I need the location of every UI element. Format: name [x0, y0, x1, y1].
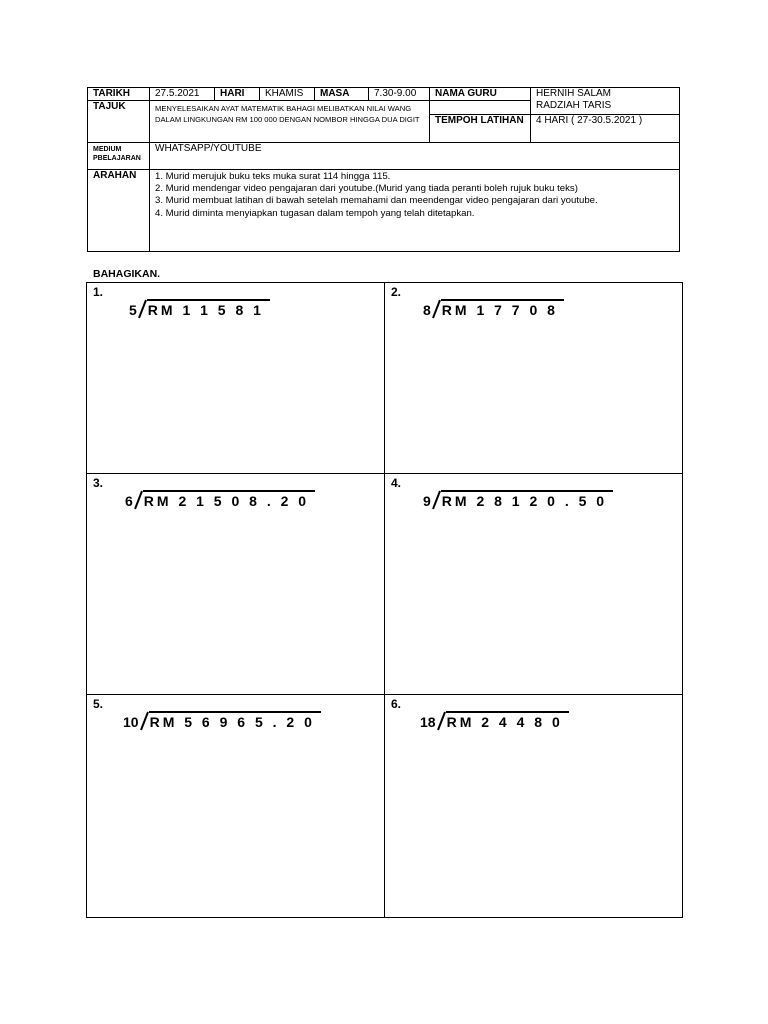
question-number: 4.	[391, 476, 402, 490]
dividend: RM 5 6 9 6 5 . 2 0	[149, 711, 321, 731]
hari-value: KHAMIS	[260, 88, 315, 101]
tajuk-label: TAJUK	[88, 101, 150, 143]
division-bracket-icon	[138, 299, 147, 319]
dividend: RM 2 8 1 2 0 . 5 0	[441, 490, 613, 510]
nama-guru-line-1: HERNIH SALAM	[536, 88, 612, 99]
question-cell[interactable]	[87, 695, 384, 917]
divisor: 6	[125, 493, 133, 509]
question-number: 1.	[93, 285, 104, 299]
division-problem	[423, 488, 613, 510]
divisor: 5	[129, 302, 137, 318]
hari-label: HARI	[215, 88, 260, 101]
question-cell[interactable]	[385, 474, 682, 694]
division-problem	[129, 297, 270, 319]
division-bracket-icon	[432, 299, 441, 319]
arahan-list	[150, 170, 680, 252]
dividend: RM 2 1 5 0 8 . 2 0	[143, 490, 315, 510]
division-bracket-icon	[140, 711, 149, 731]
masa-value: 7.30-9.00	[369, 88, 430, 101]
dividend: RM 1 1 5 8 1	[147, 299, 270, 319]
divisor: 8	[423, 302, 431, 318]
division-bracket-icon	[437, 711, 446, 731]
question-cell[interactable]	[385, 283, 682, 473]
tarikh-label: TARIKH	[88, 88, 150, 101]
division-problem	[125, 488, 315, 510]
exercise-grid	[86, 282, 683, 918]
tarikh-value: 27.5.2021	[150, 88, 215, 101]
division-problem	[123, 709, 321, 731]
question-number: 2.	[391, 285, 402, 299]
division-problem	[420, 709, 569, 731]
nama-guru-value	[531, 88, 680, 115]
question-cell[interactable]	[87, 474, 384, 694]
divisor: 10	[123, 714, 139, 730]
tempoh-value: 4 HARI ( 27-30.5.2021 )	[531, 115, 680, 143]
tempoh-label: TEMPOH LATIHAN	[430, 115, 531, 143]
dividend: RM 1 7 7 0 8	[441, 299, 564, 319]
division-problem	[423, 297, 564, 319]
masa-label: MASA	[315, 88, 369, 101]
nama-guru-line-2: RADZIAH TARIS	[536, 100, 612, 111]
nama-guru-blank	[430, 101, 531, 115]
tajuk-value: MENYELESAIKAN AYAT MATEMATIK BAHAGI MELIBATKAN NILAI WANG DALAM LINGKUNGAN RM 100 000 DENGAN NOMBOR HINGGA DUA DIGIT	[150, 101, 430, 143]
arahan-label: ARAHAN	[88, 170, 150, 252]
question-number: 6.	[391, 697, 402, 711]
question-cell[interactable]	[87, 283, 384, 473]
question-cell[interactable]	[385, 695, 682, 917]
question-number: 3.	[93, 476, 104, 490]
divisor: 9	[423, 493, 431, 509]
arahan-item: 1. Murid merujuk buku teks muka surat 114 hingga 115.	[155, 171, 391, 182]
question-number: 5.	[93, 697, 104, 711]
division-bracket-icon	[432, 490, 441, 510]
medium-label: MEDIUM PBELAJARAN	[88, 143, 150, 170]
nama-guru-label: NAMA GURU	[430, 88, 531, 101]
arahan-item: 4. Murid diminta menyiapkan tugasan dalam tempoh yang telah ditetapkan.	[155, 207, 475, 219]
dividend: RM 2 4 4 8 0	[446, 711, 569, 731]
lesson-info-table	[87, 87, 680, 252]
arahan-item: 3. Murid membuat latihan di bawah setelah memahami dan meendengar video pengajaran dari youtube.	[155, 195, 598, 207]
divisor: 18	[420, 714, 436, 730]
section-title: BAHAGIKAN.	[93, 268, 161, 280]
arahan-item: 2. Murid mendengar video pengajaran dari youtube.(Murid yang tiada peranti boleh rujuk buku teks)	[155, 183, 578, 195]
medium-value: WHATSAPP/YOUTUBE	[150, 143, 680, 170]
division-bracket-icon	[134, 490, 143, 510]
